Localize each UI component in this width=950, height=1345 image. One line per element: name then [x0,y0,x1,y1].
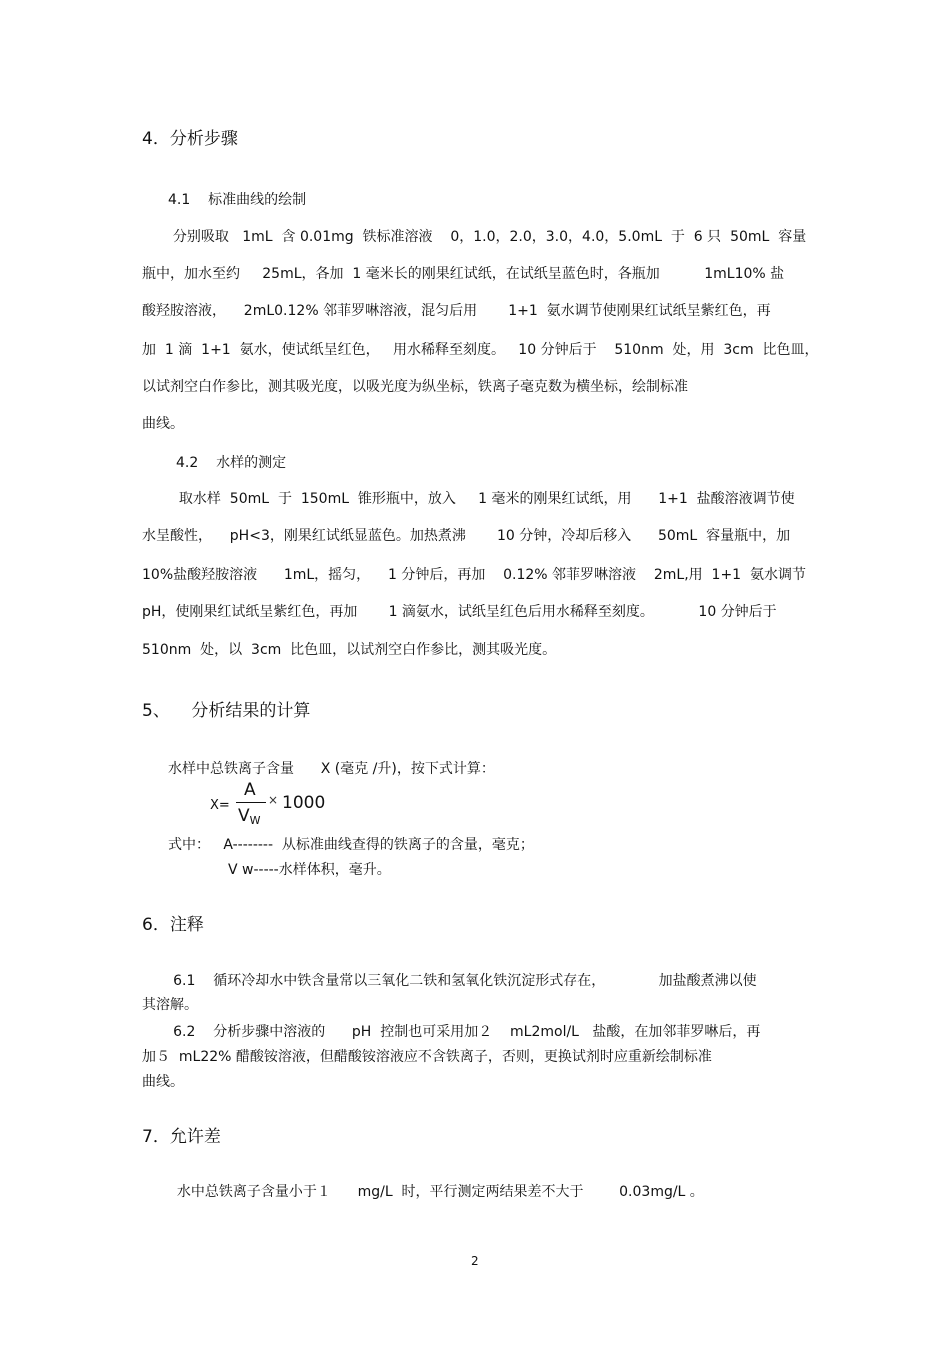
note-line: 6.2 分析步骤中溶液的 pH 控制也可采用加２ mL2mol/L 盐酸，在加邻菲罗啉后，再 [142,1024,761,1040]
note-line: 其溶解。 [142,997,198,1013]
paragraph-line: 分别吸取 1mL 含 0.01mg 铁标准溶液 0，1.0，2.0，3.0，4.0，5.0mL 于 6 只 50mL 容量 [164,229,807,245]
page-number: 2 [471,1254,479,1268]
paragraph-line: 酸羟胺溶液， 2mL0.12% 邻菲罗啉溶液，混匀后用 1+1 氨水调节使刚果红试纸呈紫红色，再 [142,303,771,319]
subsection-4-2-heading: 4.2 水样的测定 [176,455,287,471]
formula-factor: 1000 [282,793,326,813]
formula-lhs: X= [210,798,230,813]
section-4-heading: 4．分析步骤 [142,129,238,149]
note-line: 加５ mL22% 醋酸铵溶液，但醋酸铵溶液应不含铁离子，否则，更换试剂时应重新绘制标准 [142,1049,712,1065]
paragraph-line: 510nm 处，以 3cm 比色皿，以试剂空白作参比，测其吸光度。 [142,642,557,658]
subsection-4-1-heading: 4.1 标准曲线的绘制 [168,192,307,208]
paragraph-line: 取水样 50mL 于 150mL 锥形瓶中，放入 1 毫米的刚果红试纸，用 1+1 盐酸溶液调节使 [170,491,795,507]
paragraph-line: 曲线。 [142,416,184,432]
times-sign: × [268,793,279,807]
paragraph-line: pH，使刚果红试纸呈紫红色，再加 1 滴氨水，试纸呈红色后用水稀释至刻度。 10 分钟后于 [142,604,777,620]
paragraph-line: 瓶中，加水至约 25mL，各加 1 毫米长的刚果红试纸，在试纸呈蓝色时，各瓶加 1mL10% 盐 [142,266,785,282]
section-7-heading: 7．允许差 [142,1127,221,1147]
note-line: 6.1 循环冷却水中铁含量常以三氧化二铁和氢氧化铁沉淀形式存在， 加盐酸煮沸以使 [142,973,757,989]
paragraph-line: 10%盐酸羟胺溶液 1mL，摇匀， 1 分钟后，再加 0.12% 邻菲罗啉溶液 2mL,用 1+1 氨水调节 [142,567,806,583]
formula-numerator: A [244,780,256,800]
formula-intro: 水样中总铁离子含量 X (毫克 /升)，按下式计算： [168,761,495,777]
formula-denominator [238,806,261,831]
formula-legend-a: 式中： A-------- 从标准曲线查得的铁离子的含量，毫克； [168,837,534,853]
note-line: 曲线。 [142,1074,184,1090]
denominator-symbol: V [238,806,250,826]
section-6-heading: 6．注释 [142,915,204,935]
tolerance-text: 水中总铁离子含量小于１ mg/L 时，平行测定两结果差不大于 0.03mg/L 。 [168,1184,704,1200]
paragraph-line: 水呈酸性， pH<3，刚果红试纸显蓝色。加热煮沸 10 分钟，冷却后移入 50mL 容量瓶中，加 [142,528,791,544]
formula-legend-vw: V w-----水样体积，毫升。 [228,862,391,878]
fraction-bar [236,802,266,803]
paragraph-line: 以试剂空白作参比，测其吸光度，以吸光度为纵坐标，铁离子毫克数为横坐标，绘制标准 [142,379,688,395]
paragraph-line: 加 1 滴 1+1 氨水，使试纸呈红色， 用水稀释至刻度。 10 分钟后于 510nm 处，用 3cm 比色皿， [142,342,819,358]
denominator-subscript: W [249,814,261,827]
section-5-heading: 5、 分析结果的计算 [142,701,311,721]
